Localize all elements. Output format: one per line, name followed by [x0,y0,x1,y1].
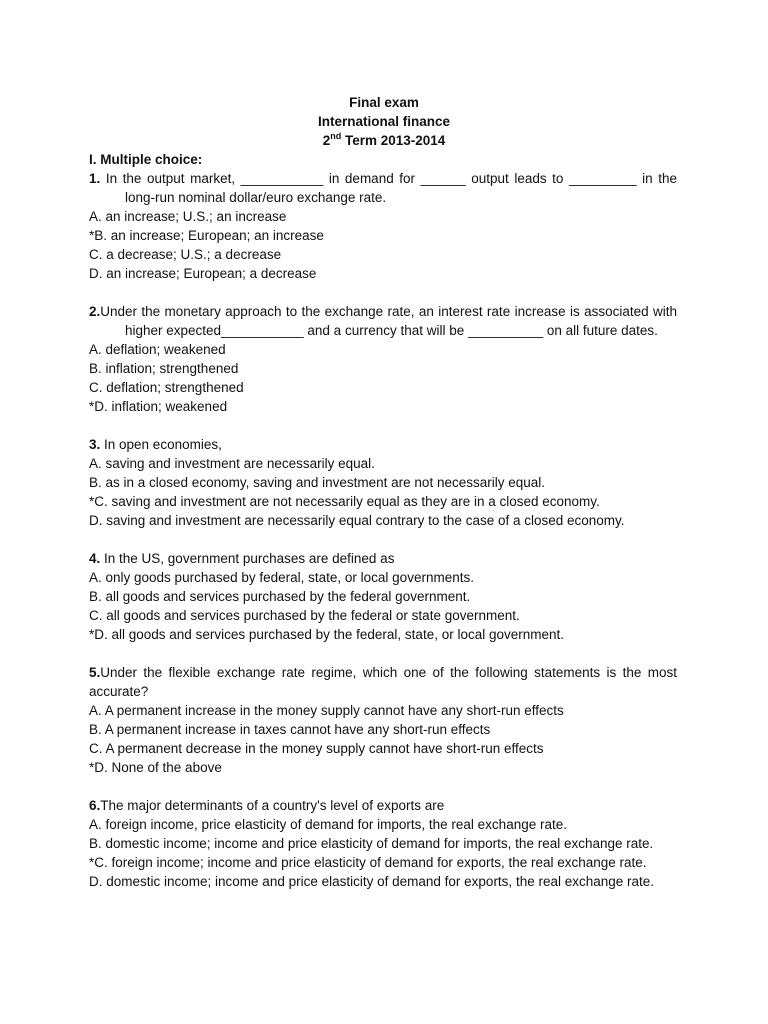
question-text: The major determinants of a country's level of exports are [100,798,445,813]
question-number: 5. [89,665,101,680]
question-stem [89,169,677,207]
answer-option: A. saving and investment are necessarily equal. [89,456,375,471]
question-3 [89,435,677,530]
answer-option: C. a decrease; U.S.; a decrease [89,247,282,262]
answer-option: *C. foreign income; income and price elasticity of demand for exports, the real exchange rate. [89,855,647,870]
course-title: International finance [317,114,451,129]
answer-option: *D. inflation; weakened [89,399,228,414]
question-4 [89,549,677,644]
question-stem [89,302,677,340]
question-number: 2. [89,304,101,319]
answer-option: *D. all goods and services purchased by the federal, state, or local government. [89,627,565,642]
question-5 [89,663,677,777]
answer-option: C. all goods and services purchased by the federal or state government. [89,608,520,623]
question-6 [89,796,677,891]
question-text: Under the flexible exchange rate regime, which one of the following statements is the most accurate? [89,665,677,699]
exam-title: Final exam [349,95,419,110]
question-stem [89,435,677,454]
answer-option: A. deflation; weakened [89,342,226,357]
question-number: 4. [89,551,101,566]
answer-option: B. inflation; strengthened [89,361,239,376]
question-text: In the output market, ___________ in demand for ______ output leads to _________ in the long-run nominal dollar/euro exchange rate. [100,171,677,205]
answer-option: B. domestic income; income and price elasticity of demand for imports, the real exchange rate. [89,836,654,851]
spacer [89,777,677,796]
answer-option: A. an increase; U.S.; an increase [89,209,287,224]
spacer [89,416,677,435]
answer-option: A. A permanent increase in the money supply cannot have any short-run effects [89,703,564,718]
question-number: 3. [89,437,101,452]
question-stem [89,663,677,701]
term-line [0,131,768,150]
term-label: Term 2013-2014 [341,133,446,148]
answer-option: A. foreign income, price elasticity of demand for imports, the real exchange rate. [89,817,567,832]
question-number: 6. [89,798,101,813]
question-stem [89,549,677,568]
question-1 [89,169,677,283]
answer-option: C. deflation; strengthened [89,380,244,395]
answer-option: *D. None of the above [89,760,222,775]
answer-option: D. an increase; European; a decrease [89,266,317,281]
answer-option: C. A permanent decrease in the money supply cannot have short-run effects [89,741,544,756]
spacer [89,530,677,549]
question-number: 1. [89,171,101,186]
question-2 [89,302,677,416]
answer-option: B. A permanent increase in taxes cannot have any short-run effects [89,722,491,737]
spacer [89,283,677,302]
question-text: In the US, government purchases are defined as [100,551,395,566]
term-number: 2 [322,133,331,148]
exam-header [0,93,768,150]
question-stem [89,796,677,815]
answer-option: *B. an increase; European; an increase [89,228,324,243]
question-text: In open economies, [100,437,222,452]
answer-option: B. all goods and services purchased by the federal government. [89,589,471,604]
spacer [89,644,677,663]
exam-body [89,150,677,891]
section-title: I. Multiple choice: [89,152,203,167]
term-ordinal-suffix: nd [330,130,342,141]
answer-option: D. saving and investment are necessarily equal contrary to the case of a closed economy. [89,513,625,528]
answer-option: D. domestic income; income and price elasticity of demand for exports, the real exchange rate. [89,874,655,889]
answer-option: *C. saving and investment are not necessarily equal as they are in a closed economy. [89,494,600,509]
question-text: Under the monetary approach to the exchange rate, an interest rate increase is associated with higher expected___________ and a currency that will be __________ on all future dates. [100,304,677,338]
answer-option: B. as in a closed economy, saving and investment are not necessarily equal. [89,475,546,490]
answer-option: A. only goods purchased by federal, state, or local governments. [89,570,474,585]
